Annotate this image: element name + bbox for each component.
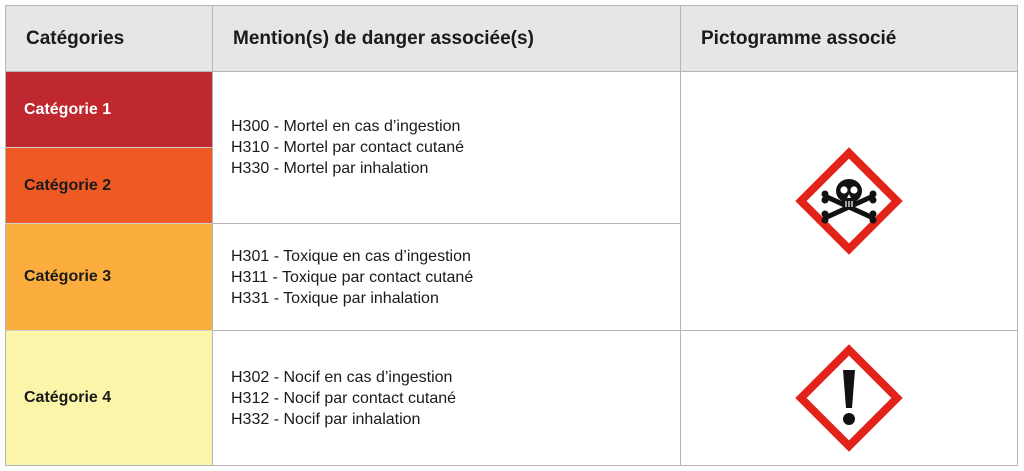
header-categories-label: Catégories <box>26 27 125 49</box>
pictogram-cell-harmful <box>681 331 1018 466</box>
header-mentions-label: Mention(s) de danger associée(s) <box>233 27 534 49</box>
pictogram-cell-toxic <box>681 72 1018 331</box>
mention-h310: H310 - Mortel par contact cutané <box>231 139 465 156</box>
mention-h332: H332 - Nocif par inhalation <box>231 410 421 428</box>
mentions-cell-1 <box>213 72 681 224</box>
mentions-cell-2 <box>213 224 681 331</box>
mentions-cell-3 <box>213 331 681 466</box>
category-1-cell <box>5 72 213 148</box>
mention-h331: H331 - Toxique par inhalation <box>231 289 439 307</box>
mention-h301: H301 - Toxique en cas d’ingestion <box>231 247 471 265</box>
hazard-table <box>5 5 1018 466</box>
skull-crossbones-icon <box>791 143 907 259</box>
category-1-label: Catégorie 1 <box>24 100 112 118</box>
mention-h302: H302 - Nocif en cas d’ingestion <box>231 368 453 386</box>
mention-h311: H311 - Toxique par contact cutané <box>231 268 474 286</box>
header-mentions <box>213 5 681 72</box>
category-3-label: Catégorie 3 <box>24 268 112 285</box>
mention-h312: H312 - Nocif par contact cutané <box>231 389 457 407</box>
category-4-cell <box>5 331 213 466</box>
header-pictogram <box>681 5 1018 72</box>
category-4-label: Catégorie 4 <box>24 389 112 406</box>
category-3-cell <box>5 224 213 331</box>
header-categories <box>5 5 213 72</box>
category-2-label: Catégorie 2 <box>24 176 112 194</box>
mention-h330: H330 - Mortel par inhalation <box>231 160 429 177</box>
mention-h300: H300 - Mortel en cas d’ingestion <box>231 118 461 135</box>
exclamation-mark-icon <box>791 340 907 456</box>
header-pictogram-label: Pictogramme associé <box>701 27 897 49</box>
category-2-cell <box>5 148 213 224</box>
